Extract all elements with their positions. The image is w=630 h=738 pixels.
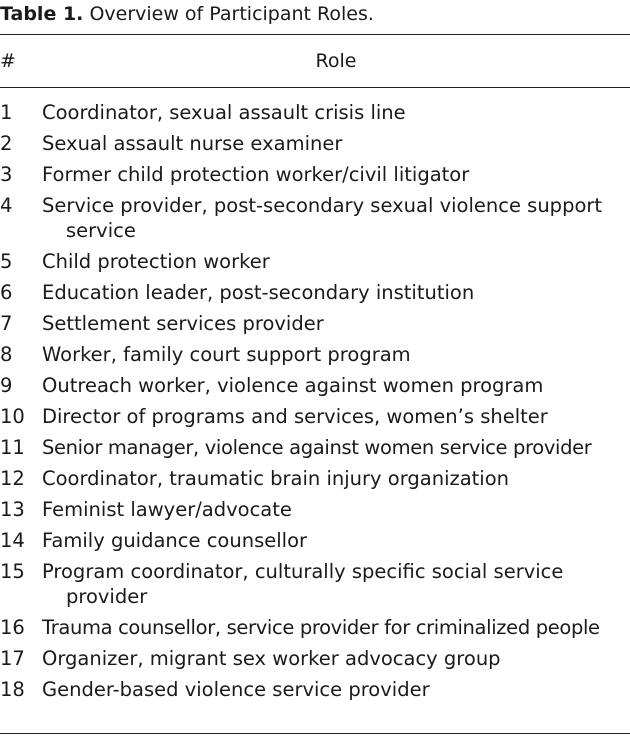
row-number: 18 (0, 678, 25, 701)
table-row (0, 159, 630, 190)
row-number: 2 (0, 132, 13, 155)
row-role: Program coordinator, culturally specific social service provider (42, 560, 564, 608)
row-role: Education leader, post-secondary institution (42, 281, 475, 304)
table-row (0, 277, 630, 308)
header-rule (0, 87, 630, 88)
bottom-rule (0, 733, 630, 734)
table-row (0, 401, 630, 432)
table-body (0, 97, 630, 705)
row-number: 10 (0, 405, 25, 428)
row-role: Coordinator, sexual assault crisis line (42, 101, 406, 124)
row-number: 4 (0, 194, 13, 217)
row-role: Organizer, migrant sex worker advocacy group (42, 647, 501, 670)
row-role: Coordinator, traumatic brain injury organization (42, 467, 510, 490)
top-rule (0, 34, 630, 35)
row-role: Director of programs and services, women’s shelter (42, 405, 548, 428)
row-role: Gender-based violence service provider (42, 678, 430, 701)
row-number: 6 (0, 281, 13, 304)
row-number: 15 (0, 560, 25, 583)
table-row (0, 525, 630, 556)
row-role: Worker, family court support program (42, 343, 411, 366)
row-number: 12 (0, 467, 25, 490)
table-row (0, 308, 630, 339)
row-role: Senior manager, violence against women service provider (42, 436, 592, 459)
row-number: 16 (0, 616, 25, 639)
row-number: 11 (0, 436, 25, 459)
table-row (0, 128, 630, 159)
table-row (0, 190, 630, 246)
table-row (0, 370, 630, 401)
row-number: 7 (0, 312, 13, 335)
row-number: 9 (0, 374, 13, 397)
table-row (0, 556, 630, 612)
table-row (0, 339, 630, 370)
row-number: 5 (0, 250, 13, 273)
table-caption (0, 2, 374, 26)
row-number: 14 (0, 529, 25, 552)
row-number: 8 (0, 343, 13, 366)
table-row (0, 246, 630, 277)
row-number: 3 (0, 163, 13, 186)
row-role: Service provider, post-secondary sexual violence support service (42, 194, 603, 242)
row-number: 17 (0, 647, 25, 670)
table-row (0, 463, 630, 494)
row-number: 13 (0, 498, 25, 521)
row-role: Child protection worker (42, 250, 270, 273)
column-header-number: # (0, 50, 16, 72)
row-role: Trauma counsellor, service provider for criminalized people (42, 616, 600, 639)
table-row (0, 494, 630, 525)
row-role: Settlement services provider (42, 312, 324, 335)
table-caption-title: Overview of Participant Roles. (89, 3, 374, 25)
row-number: 1 (0, 101, 13, 124)
row-role: Family guidance counsellor (42, 529, 308, 552)
table-caption-label: Table 1. (0, 3, 84, 25)
table-row (0, 432, 630, 463)
row-role: Former child protection worker/civil litigator (42, 163, 470, 186)
row-role: Feminist lawyer/advocate (42, 498, 292, 521)
column-header-role: Role (315, 50, 357, 72)
table-row (0, 612, 630, 643)
table-row (0, 674, 630, 705)
row-role: Sexual assault nurse examiner (42, 132, 343, 155)
table-row (0, 643, 630, 674)
row-role: Outreach worker, violence against women program (42, 374, 544, 397)
table-row (0, 97, 630, 128)
